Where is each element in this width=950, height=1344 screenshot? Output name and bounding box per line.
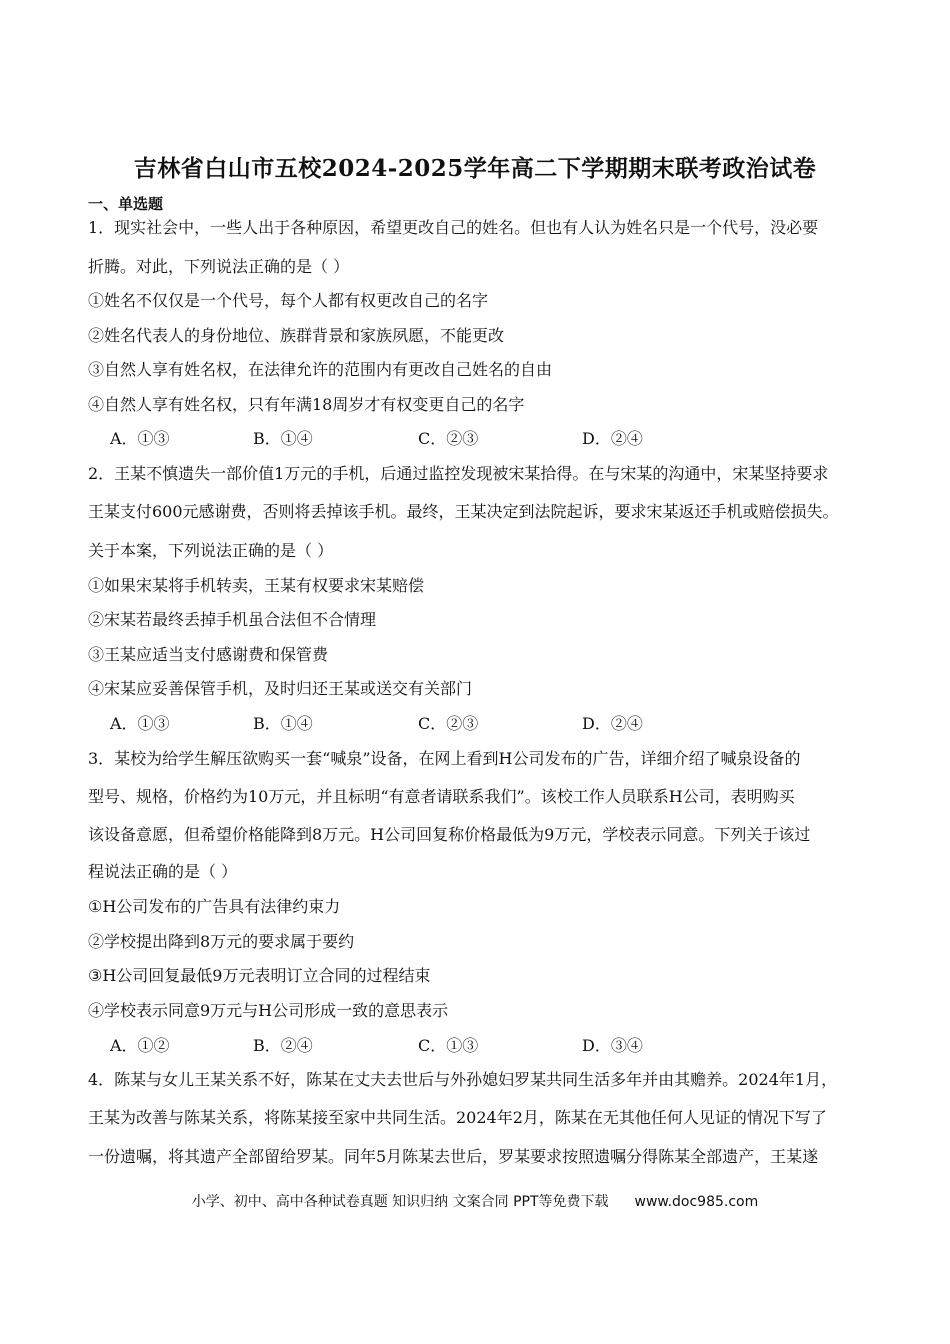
q3-option-d[interactable]: D．③④ (582, 1036, 643, 1055)
q2-option-b[interactable]: B．①④ (253, 714, 313, 733)
q2-item-1: ①如果宋某将手机转卖，王某有权要求宋某赔偿 (88, 576, 425, 595)
q2-item-3: ③王某应适当支付感谢费和保管费 (88, 645, 329, 664)
q2-stem-line-2: 王某支付600元感谢费，否则将丢掉该手机。最终，王某决定到法院起诉，要求宋某返还手机或赔偿损失。 (88, 502, 839, 521)
q3-stem-line-1: 3．某校为给学生解压欲购买一套“喊泉”设备，在网上看到H公司发布的广告，详细介绍了喊泉设备的 (88, 749, 801, 768)
q1-stem-line-2: 折腾。对此，下列说法正确的是（ ） (88, 257, 350, 276)
q3-option-a[interactable]: A．①② (110, 1036, 170, 1055)
q3-item-2: ②学校提出降到8万元的要求属于要约 (88, 932, 355, 951)
q2-option-a[interactable]: A．①③ (110, 714, 170, 733)
q3-option-b[interactable]: B．②④ (253, 1036, 313, 1055)
q2-stem-line-3: 关于本案，下列说法正确的是（ ） (88, 541, 334, 560)
q3-stem-line-2: 型号、规格，价格约为10万元，并且标明“有意者请联系我们”。该校工作人员联系H公司，表明购买 (88, 787, 795, 806)
footer-link[interactable]: www.doc985.com (634, 1194, 759, 1210)
page-footer (0, 1191, 950, 1211)
q1-option-d[interactable]: D．②④ (582, 429, 643, 448)
q1-option-a[interactable]: A．①③ (110, 429, 170, 448)
q2-option-c[interactable]: C．②③ (418, 714, 479, 733)
q1-option-b[interactable]: B．①④ (253, 429, 313, 448)
q3-item-3: ③H公司回复最低9万元表明订立合同的过程结束 (88, 966, 431, 985)
q3-item-4: ④学校表示同意9万元与H公司形成一致的意思表示 (88, 1001, 449, 1020)
q3-stem-line-3: 该设备意愿，但希望价格能降到8万元。H公司回复称价格最低为9万元，学校表示同意。下列关于该过 (88, 825, 811, 844)
q1-item-4: ④自然人享有姓名权，只有年满18周岁才有权变更自己的名字 (88, 395, 525, 414)
section-heading: 一、单选题 (88, 195, 164, 213)
page-title: 吉林省白山市五校2024-2025学年高二下学期期末联考政治试卷 (133, 155, 817, 182)
q3-option-c[interactable]: C．①③ (418, 1036, 479, 1055)
q1-option-c[interactable]: C．②③ (418, 429, 479, 448)
q1-item-3: ③自然人享有姓名权，在法律允许的范围内有更改自己姓名的自由 (88, 360, 553, 379)
q1-item-1: ①姓名不仅仅是一个代号，每个人都有权更改自己的名字 (88, 291, 489, 310)
q1-stem-line-1: 1．现实社会中，一些人出于各种原因，希望更改自己的姓名。但也有人认为姓名只是一个代号，没必要 (88, 218, 819, 237)
footer-text: 小学、初中、高中各种试卷真题 知识归纳 文案合同 PPT等免费下载 (191, 1194, 609, 1210)
q3-stem-line-4: 程说法正确的是（ ） (88, 862, 238, 881)
q2-stem-line-1: 2．王某不慎遗失一部价值1万元的手机，后通过监控发现被宋某拾得。在与宋某的沟通中，宋某坚持要求 (88, 464, 829, 483)
q2-option-d[interactable]: D．②④ (582, 714, 643, 733)
q2-item-4: ④宋某应妥善保管手机，及时归还王某或送交有关部门 (88, 679, 473, 698)
q4-stem-line-3: 一份遗嘱，将其遗产全部留给罗某。同年5月陈某去世后，罗某要求按照遗嘱分得陈某全部遗产，王某遂 (88, 1147, 819, 1166)
q3-item-1: ①H公司发布的广告具有法律约束力 (88, 897, 341, 916)
q4-stem-line-2: 王某为改善与陈某关系，将陈某接至家中共同生活。2024年2月，陈某在无其他任何人见证的情况下写了 (88, 1108, 827, 1127)
q1-item-2: ②姓名代表人的身份地位、族群背景和家族夙愿，不能更改 (88, 326, 505, 345)
q2-item-2: ②宋某若最终丢掉手机虽合法但不合情理 (88, 610, 377, 629)
q4-stem-line-1: 4．陈某与女儿王某关系不好，陈某在丈夫去世后与外孙媳妇罗某共同生活多年并由其赡养。2024年1月， (88, 1070, 838, 1089)
